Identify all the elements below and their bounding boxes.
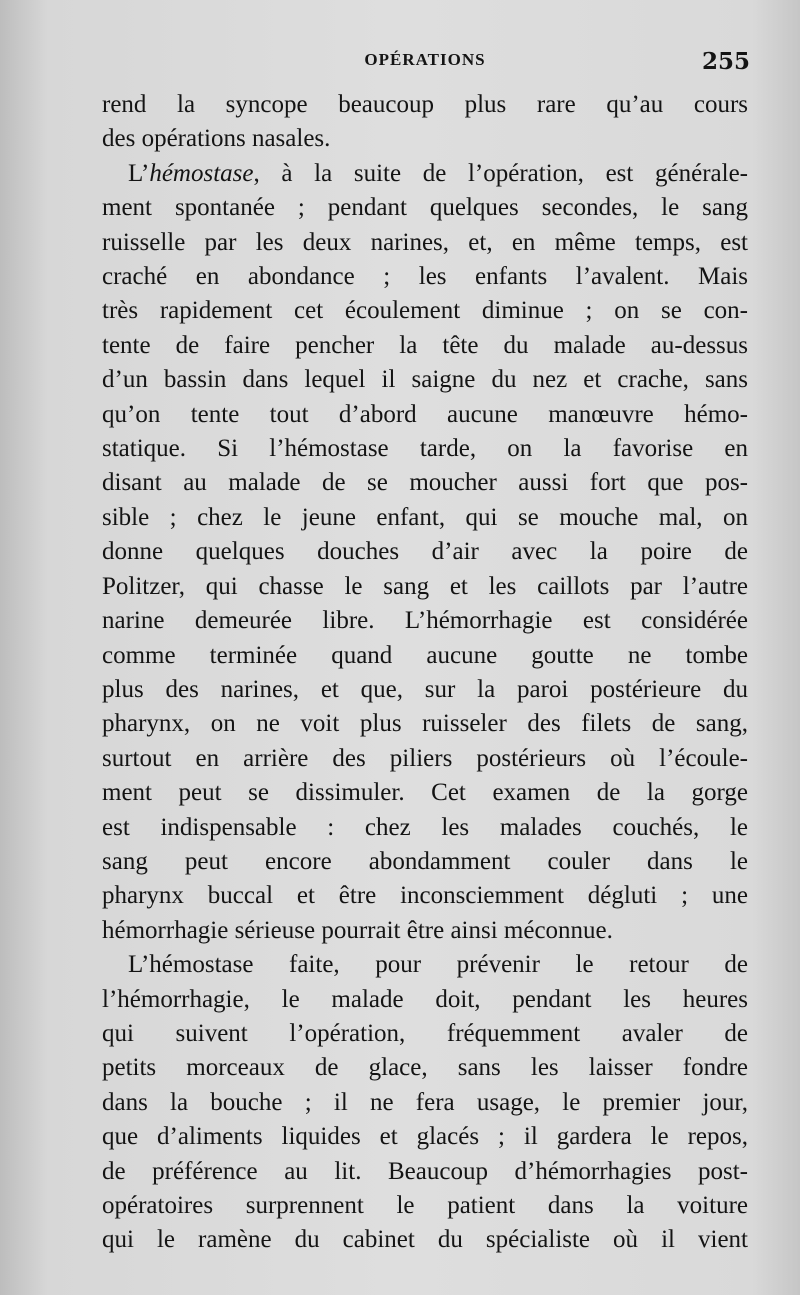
text-fragment: L’	[128, 159, 150, 187]
text-line: rend la syncope beaucoup plus rare qu’au cours	[102, 91, 748, 118]
text-fragment: , à la suite de l’opération, est générale-	[253, 159, 748, 187]
text-line: l’hémorrhagie, le malade doit, pendant les heures	[102, 985, 748, 1013]
text-line: ruisselle par les deux narines, et, en même temps, est	[102, 228, 748, 256]
text-line	[102, 157, 748, 191]
text-line: plus des narines, et que, sur la paroi postérieure du	[102, 675, 748, 703]
text-line: surtout en arrière des piliers postérieurs où l’écoule-	[102, 744, 748, 772]
running-head: OPÉRATIONS	[364, 50, 486, 69]
text-line: L’hémostase faite, pour prévenir le retour de	[128, 951, 748, 979]
text-line: sible ; chez le jeune enfant, qui se mouche mal, on	[102, 503, 748, 531]
text-line: petits morceaux de glace, sans les laisser fondre	[102, 1054, 748, 1082]
text-line: ment peut se dissimuler. Cet examen de la gorge	[102, 779, 748, 807]
page-number: 255	[701, 48, 750, 75]
text-line: tente de faire pencher la tête du malade au-dessus	[102, 331, 748, 359]
text-line: statique. Si l’hémostase tarde, on la favorise en	[102, 435, 748, 463]
italic-term: hémostase	[149, 159, 254, 187]
text-line: narine demeurée libre. L’hémorrhagie est considérée	[102, 607, 748, 635]
text-line: qui le ramène du cabinet du spécialiste où il vient	[102, 1226, 748, 1254]
text-line: très rapidement cet écoulement diminue ; on se con-	[102, 297, 748, 325]
text-line: opératoires surprennent le patient dans la voiture	[102, 1192, 748, 1219]
text-line: qu’on tente tout d’abord aucune manœuvre hémo-	[102, 400, 748, 428]
text-line: qui suivent l’opération, fréquemment avaler de	[102, 1019, 748, 1047]
text-line: craché en abondance ; les enfants l’avalent. Mais	[102, 263, 748, 291]
text-line: Politzer, qui chasse le sang et les caillots par l’autre	[102, 572, 748, 600]
text-line: des opérations nasales.	[102, 125, 331, 153]
text-line: donne quelques douches d’air avec la poire de	[102, 538, 748, 566]
text-line: ment spontanée ; pendant quelques secondes, le sang	[102, 194, 748, 222]
text-line: pharynx, on ne voit plus ruisseler des filets de sang,	[102, 710, 748, 738]
body-text	[102, 88, 748, 1258]
text-line: dans la bouche ; il ne fera usage, le premier jour,	[102, 1088, 748, 1116]
text-line: est indispensable : chez les malades couchés, le	[102, 813, 748, 841]
text-line: pharynx buccal et être inconsciemment dégluti ; une	[102, 882, 748, 910]
text-line: hémorrhagie sérieuse pourrait être ainsi méconnue.	[102, 916, 613, 944]
text-line: de préférence au lit. Beaucoup d’hémorrhagies post-	[102, 1157, 748, 1185]
text-line: d’un bassin dans lequel il saigne du nez et crache, sans	[102, 366, 748, 394]
page-header	[100, 48, 750, 78]
text-line: sang peut encore abondamment couler dans le	[102, 847, 748, 875]
text-line: comme terminée quand aucune goutte ne tombe	[102, 641, 748, 669]
text-line: que d’aliments liquides et glacés ; il gardera le repos,	[102, 1123, 748, 1151]
text-line: disant au malade de se moucher aussi fort que pos-	[102, 469, 748, 497]
